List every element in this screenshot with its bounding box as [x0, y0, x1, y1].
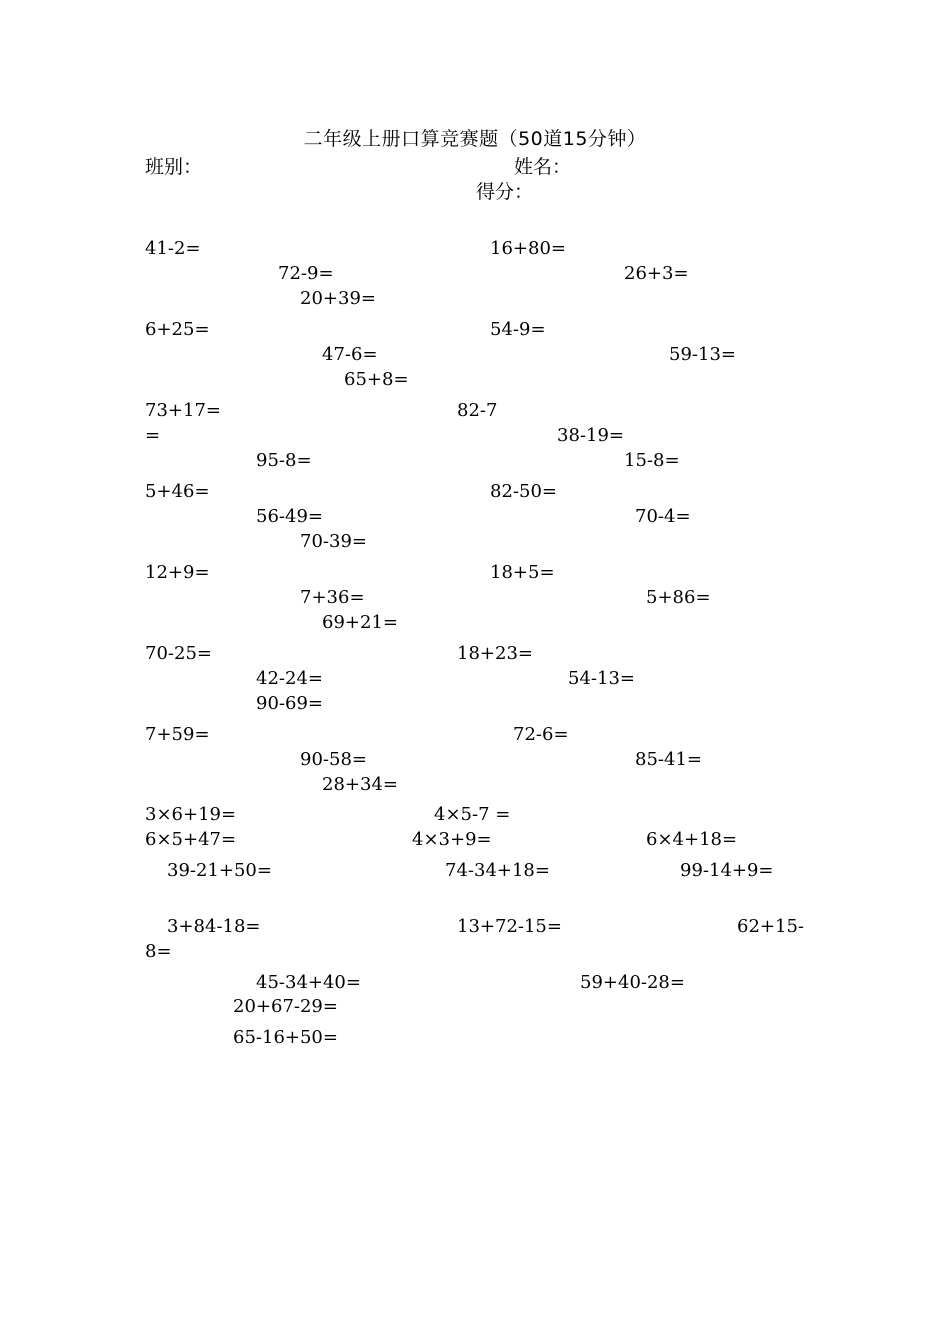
- problem: 28+34=: [322, 774, 398, 795]
- problem: 70-25=: [145, 643, 212, 664]
- problem: 54-13=: [568, 668, 635, 689]
- problem: 70-39=: [300, 531, 367, 552]
- problem: 12+9=: [145, 562, 210, 583]
- problem: 62+15-: [737, 916, 804, 937]
- problem: 47-6=: [322, 344, 378, 365]
- name-label: 姓名：: [514, 156, 572, 178]
- problem: 73+17=: [145, 400, 221, 421]
- problem: 41-2=: [145, 238, 201, 259]
- problem: 65-16+50=: [233, 1027, 338, 1048]
- problem: 6×5+47=: [145, 829, 237, 850]
- problem: 5+46=: [145, 481, 210, 502]
- problem: 20+39=: [300, 288, 376, 309]
- problem: 54-9=: [490, 319, 546, 340]
- problem: 45-34+40=: [256, 972, 361, 993]
- problem: 18+5=: [490, 562, 555, 583]
- problem: 4×3+9=: [412, 829, 492, 850]
- problem: 39-21+50=: [167, 860, 272, 881]
- problem: 6×4+18=: [646, 829, 738, 850]
- problem: 42-24=: [256, 668, 323, 689]
- problem: 26+3=: [624, 263, 689, 284]
- problem: 38-19=: [557, 425, 624, 446]
- problem: 90-69=: [256, 693, 323, 714]
- problem: 82-7: [457, 400, 498, 421]
- problem: 72-9=: [278, 263, 334, 284]
- problem: =: [145, 425, 161, 446]
- page-title: 二年级上册口算竞赛题（50道15分钟）: [303, 128, 647, 150]
- problem: 6+25=: [145, 319, 210, 340]
- problem: 59-13=: [669, 344, 736, 365]
- class-label: 班别：: [145, 156, 203, 178]
- problem: 5+86=: [646, 587, 711, 608]
- problem: 85-41=: [635, 749, 702, 770]
- problem: 20+67-29=: [233, 996, 338, 1017]
- problem: 8=: [145, 941, 172, 962]
- problem: 7+59=: [145, 724, 210, 745]
- score-label: 得分：: [476, 181, 534, 203]
- problem: 82-50=: [490, 481, 557, 502]
- problem: 13+72-15=: [457, 916, 562, 937]
- problem: 74-34+18=: [445, 860, 550, 881]
- problem: 16+80=: [490, 238, 566, 259]
- problem: 69+21=: [322, 612, 398, 633]
- problem: 70-4=: [635, 506, 691, 527]
- problem: 99-14+9=: [680, 860, 774, 881]
- problem: 59+40-28=: [580, 972, 685, 993]
- problem: 65+8=: [344, 369, 409, 390]
- problem: 7+36=: [300, 587, 365, 608]
- problem: 56-49=: [256, 506, 323, 527]
- problem: 18+23=: [457, 643, 533, 664]
- problem: 95-8=: [256, 450, 312, 471]
- problem: 15-8=: [624, 450, 680, 471]
- problem: 90-58=: [300, 749, 367, 770]
- problem: 3+84-18=: [167, 916, 261, 937]
- problem: 4×5-7 =: [434, 804, 511, 825]
- problem: 72-6=: [513, 724, 569, 745]
- problem: 3×6+19=: [145, 804, 237, 825]
